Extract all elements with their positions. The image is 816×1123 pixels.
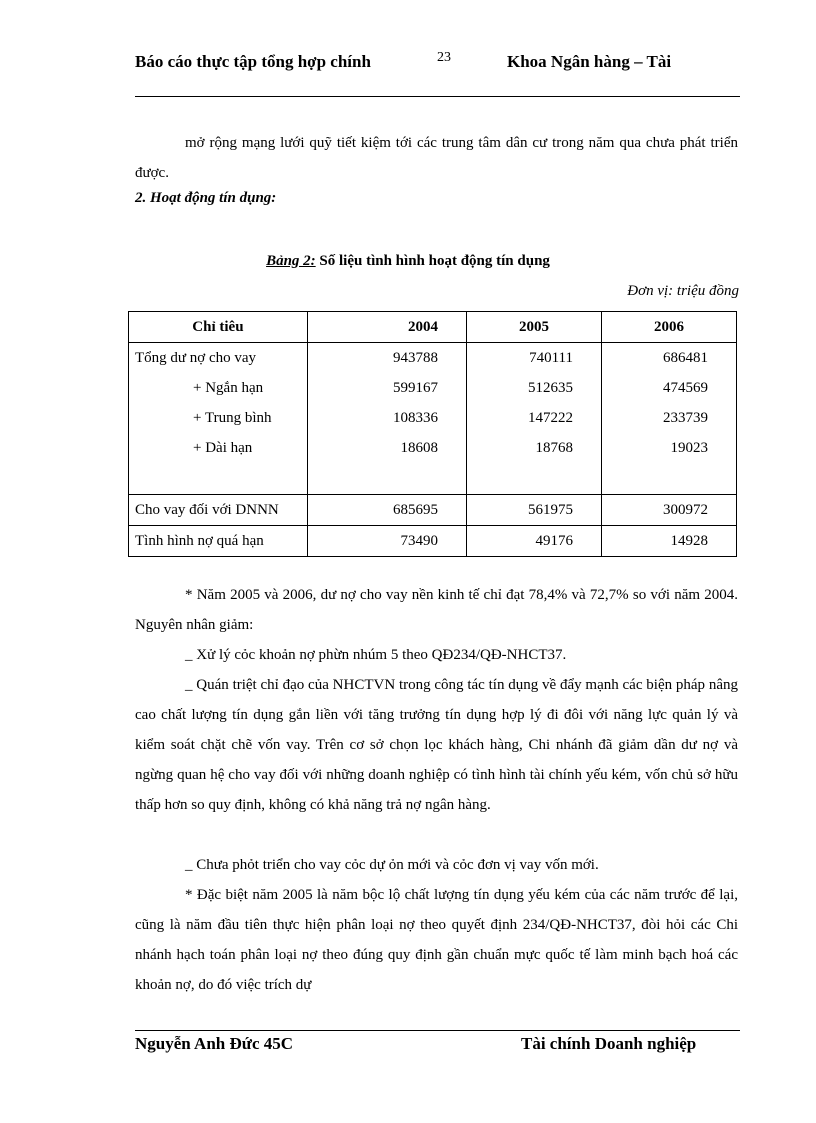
cell-value: 685695 — [307, 495, 466, 526]
cell-value: 943788 — [393, 350, 438, 366]
intro-paragraph: mở rộng mạng lưới quỹ tiết kiệm tới các trung tâm dân cư trong năm qua chưa phát triển được. — [135, 135, 738, 181]
table-unit: Đơn vị: triệu đồng — [627, 283, 739, 299]
row-label: Tổng dư nợ cho vay — [135, 350, 257, 366]
cell-value: 73490 — [307, 526, 466, 557]
paragraph-bad-debt: _ Xử lý cỏc khoản nợ phừn nhúm 5 theo QĐ234/QĐ-NHCT37. — [185, 647, 567, 663]
header-cell-2006: 2006 — [601, 312, 736, 343]
section-title: 2. Hoạt động tín dụng: — [135, 190, 277, 206]
table-row — [129, 343, 737, 495]
paragraph-new-projects: _ Chưa phỏt triển cho vay cỏc dự ỏn mới và cỏc đơn vị vay vốn mới. — [185, 857, 599, 873]
page-number: 23 — [437, 50, 451, 65]
value-cell-2004 — [307, 343, 466, 495]
header-report-title: Báo cáo thực tập tổng hợp chính — [135, 52, 371, 71]
footer-major: Tài chính Doanh nghiệp — [521, 1034, 697, 1053]
cell-value: 233739 — [663, 410, 708, 426]
cell-value: 561975 — [467, 495, 602, 526]
row-label: + Trung bình — [193, 410, 272, 426]
header-divider — [135, 96, 740, 97]
table-caption-text: Số liệu tình hình hoạt động tín dụng — [315, 253, 550, 269]
cell-value: 18768 — [535, 440, 573, 456]
row-label: + Dài hạn — [193, 440, 253, 456]
paragraph-2005-quality: * Đặc biệt năm 2005 là năm bộc lộ chất lượng tín dụng yếu kém của các năm trước để lại, cũng là năm đầu tiên thực hiện phân loại nợ theo quyết định 234/QĐ-NHCT37, đòi hỏi các Chi nhánh hạch toán phân loại nợ theo đúng quy định gần chuẩn mực quốc tế làm minh bạch hoá các khoản nợ, do đó việc trích dự — [135, 887, 738, 993]
header-cell-2005: 2005 — [467, 312, 602, 343]
footer-author: Nguyễn Anh Đức 45C — [135, 1034, 294, 1053]
table-caption-label: Bảng 2: — [266, 253, 316, 269]
cell-value: 108336 — [393, 410, 438, 426]
cell-value: 49176 — [467, 526, 602, 557]
cell-value: 147222 — [527, 410, 573, 426]
paragraph-credit-policy: _ Quán triệt chỉ đạo của NHCTVN trong công tác tín dụng về đẩy mạnh các biện pháp nâng cao chất lượng tín dụng gắn liền với tăng trưởng tín dụng hợp lý đi đôi với năng lực quản lý và kiểm soát chặt chẽ vốn vay. Trên cơ sở chọn lọc khách hàng, Chi nhánh đã giảm dần dư nợ và ngừng quan hệ cho vay đối với những doanh nghiệp có tình hình tài chính yếu kém, vốn chủ sở hữu thấp hơn so quy định, không có khả năng trả nợ ngân hàng. — [135, 677, 738, 813]
cell-value: 19023 — [670, 440, 708, 456]
cell-value: 740111 — [529, 350, 573, 366]
indicator-cell — [129, 343, 308, 495]
value-cell-2005 — [467, 343, 602, 495]
header-department: Khoa Ngân hàng – Tài — [507, 52, 672, 71]
paragraph-decline-summary: * Năm 2005 và 2006, dư nợ cho vay nền kinh tế chỉ đạt 78,4% và 72,7% so với năm 2004. Nguyên nhân giảm: — [135, 587, 738, 633]
header-cell-2004: 2004 — [307, 312, 466, 343]
value-cell-2006 — [601, 343, 736, 495]
cell-value: 14928 — [601, 526, 736, 557]
table-row — [129, 526, 737, 557]
table-row — [129, 495, 737, 526]
row-label: + Ngắn hạn — [193, 380, 264, 396]
cell-value: 300972 — [601, 495, 736, 526]
cell-value: 474569 — [663, 380, 708, 396]
row-label: Tình hình nợ quá hạn — [129, 526, 308, 557]
footer-divider — [135, 1030, 740, 1031]
cell-value: 686481 — [663, 350, 708, 366]
header-cell-indicator: Chỉ tiêu — [129, 312, 308, 343]
cell-value: 599167 — [393, 380, 438, 396]
table-caption — [0, 253, 816, 270]
row-label: Cho vay đối với DNNN — [129, 495, 308, 526]
credit-table — [128, 311, 737, 557]
cell-value: 512635 — [527, 380, 573, 396]
table-header-row — [129, 312, 737, 343]
cell-value: 18608 — [400, 440, 438, 456]
